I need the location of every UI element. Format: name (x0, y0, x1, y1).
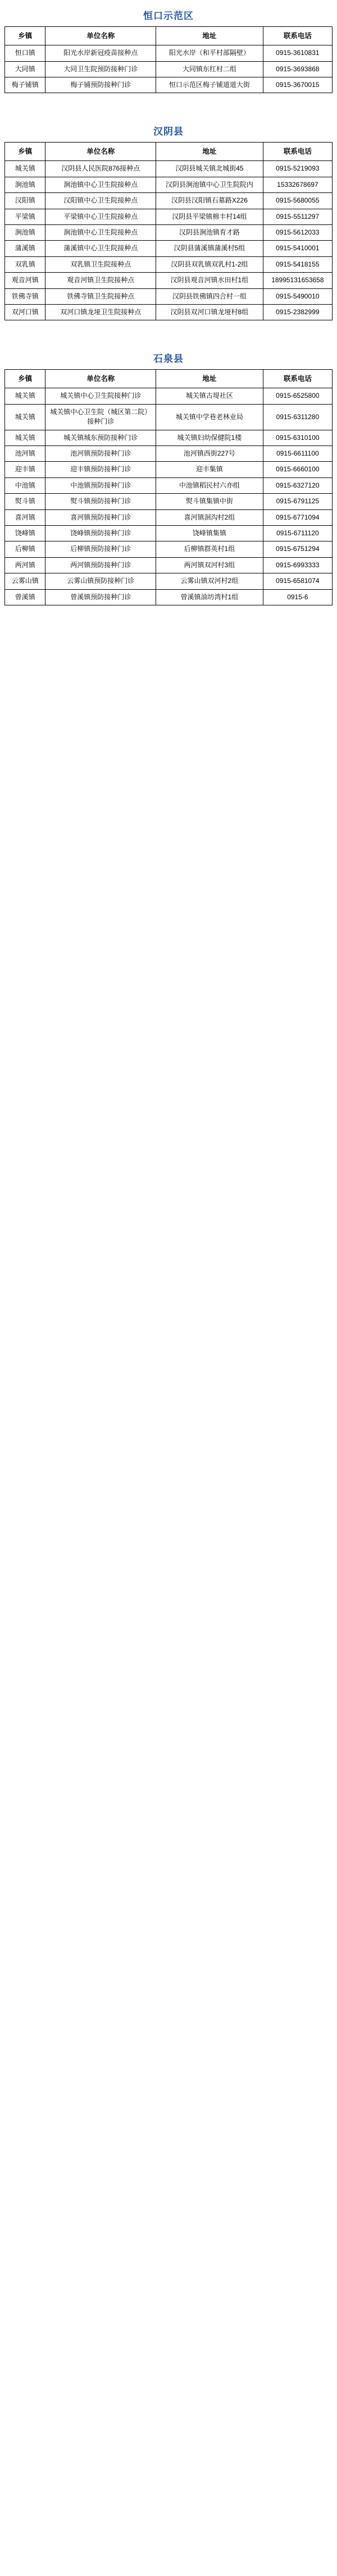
cell-unit: 平梁镇中心卫生院接种点 (45, 209, 156, 224)
cell-phone: 18995131653658 (263, 273, 332, 288)
table-row (5, 404, 333, 430)
table-row (5, 430, 333, 446)
cell-town: 平梁镇 (5, 209, 45, 224)
cell-town: 后柳镇 (5, 541, 45, 557)
vaccination-site-document (0, 0, 337, 605)
cell-town: 城关镇 (5, 430, 45, 446)
cell-phone: 0915-6771094 (263, 509, 332, 525)
cell-address: 阳光水岸（和平村部隔壁） (156, 45, 263, 61)
cell-unit: 迎丰镇预防接种门诊 (45, 462, 156, 477)
column-header-town: 乡镇 (5, 370, 45, 388)
section-spacer (0, 335, 337, 345)
cell-phone: 0915-5511297 (263, 209, 332, 224)
cell-address: 汉阴县观音河镇水田村1组 (156, 273, 263, 288)
section-spacer (0, 108, 337, 118)
cell-address: 汉阴县汉阳镇石墓路X226 (156, 193, 263, 209)
cell-address: 熨斗镇集镇中街 (156, 494, 263, 509)
cell-town: 池河镇 (5, 446, 45, 462)
cell-address: 汉阴县双乳镇双乳村1-2组 (156, 256, 263, 272)
table-row (5, 177, 333, 192)
cell-address: 城关镇古堤社区 (156, 388, 263, 404)
cell-phone: 0915-5410001 (263, 241, 332, 256)
cell-town: 喜河镇 (5, 509, 45, 525)
column-header-unit: 单位名称 (45, 370, 156, 388)
table-row (5, 273, 333, 288)
cell-unit: 汉阳镇中心卫生院接种点 (45, 193, 156, 209)
cell-unit: 双河口镇龙垭卫生院接种点 (45, 304, 156, 320)
cell-address: 汉阴县涧池镇育才路 (156, 224, 263, 240)
cell-phone: 0915-6 (263, 589, 332, 605)
column-header-phone: 联系电话 (263, 27, 332, 45)
cell-unit: 云雾山镇预防接种门诊 (45, 573, 156, 589)
cell-town: 城关镇 (5, 404, 45, 430)
cell-unit: 中池镇预防接种门诊 (45, 477, 156, 493)
table-row (5, 193, 333, 209)
column-header-town: 乡镇 (5, 143, 45, 161)
cell-phone: 0915-6660100 (263, 462, 332, 477)
cell-unit: 池河镇预防接种门诊 (45, 446, 156, 462)
table-row (5, 77, 333, 93)
cell-address: 两河镇双河村3组 (156, 557, 263, 573)
cell-town: 恒口镇 (5, 45, 45, 61)
cell-unit: 城关镇中心卫生院接种门诊 (45, 388, 156, 404)
cell-address: 汉阴县双河口镇龙垭村8组 (156, 304, 263, 320)
cell-address: 后柳镇群英村1组 (156, 541, 263, 557)
table-header-row (5, 370, 333, 388)
cell-address: 汉阴县平梁镇棉丰村14组 (156, 209, 263, 224)
cell-phone: 0915-5219093 (263, 161, 332, 177)
cell-town: 汉阳镇 (5, 193, 45, 209)
cell-phone: 0915-6327120 (263, 477, 332, 493)
section-hanyin (0, 118, 337, 320)
cell-address: 中池镇稻民村六亦组 (156, 477, 263, 493)
section-hengkou (0, 2, 337, 93)
section-title-shiquan: 石泉县 (153, 353, 184, 365)
cell-town: 铁佛寺镇 (5, 288, 45, 304)
table-row (5, 61, 333, 77)
column-header-unit: 单位名称 (45, 27, 156, 45)
cell-unit: 双乳镇卫生院接种点 (45, 256, 156, 272)
section-title-hengkou: 恒口示范区 (143, 11, 194, 21)
cell-town: 梅子铺镇 (5, 77, 45, 93)
table-hanyin (4, 142, 333, 320)
cell-phone: 0915-3610831 (263, 45, 332, 61)
cell-address: 汉阴县涧池镇中心卫生院院内 (156, 177, 263, 192)
cell-town: 云雾山镇 (5, 573, 45, 589)
table-row (5, 541, 333, 557)
cell-unit: 铁佛寺镇卫生院接种点 (45, 288, 156, 304)
cell-unit: 汉阴县人民医院876接种点 (45, 161, 156, 177)
column-header-unit: 单位名称 (45, 143, 156, 161)
cell-unit: 两河镇预防接种门诊 (45, 557, 156, 573)
table-header-row (5, 143, 333, 161)
cell-phone: 0915-6581074 (263, 573, 332, 589)
cell-phone: 0915-6711120 (263, 525, 332, 541)
cell-town: 蒲溪镇 (5, 241, 45, 256)
table-row (5, 573, 333, 589)
cell-address: 恒口示范区梅子铺道道大街 (156, 77, 263, 93)
cell-unit: 饶峰镇预防接种门诊 (45, 525, 156, 541)
cell-unit: 大同卫生院预防接种门诊 (45, 61, 156, 77)
cell-unit: 城关镇中心卫生院（城区第二院）接种门诊 (45, 404, 156, 430)
cell-address: 池河镇西街227号 (156, 446, 263, 462)
cell-town: 双乳镇 (5, 256, 45, 272)
cell-phone: 0915-6310100 (263, 430, 332, 446)
table-row (5, 241, 333, 256)
cell-unit: 涧池镇中心卫生院接种点 (45, 224, 156, 240)
table-row (5, 45, 333, 61)
cell-phone: 0915-6311280 (263, 404, 332, 430)
cell-unit: 喜河镇预防接种门诊 (45, 509, 156, 525)
cell-phone: 0915-5612033 (263, 224, 332, 240)
cell-phone: 0915-6993333 (263, 557, 332, 573)
table-shiquan (4, 369, 333, 605)
cell-phone: 0915-2382999 (263, 304, 332, 320)
cell-phone: 0915-3670015 (263, 77, 332, 93)
cell-unit: 阳光水岸新冠疫苗接种点 (45, 45, 156, 61)
cell-unit: 观音河镇卫生院接种点 (45, 273, 156, 288)
table-row (5, 161, 333, 177)
section-shiquan (0, 345, 337, 605)
cell-town: 城关镇 (5, 388, 45, 404)
cell-address: 汉阴县蒲溪镇蒲溪村5组 (156, 241, 263, 256)
cell-unit: 蒲溪镇中心卫生院接种点 (45, 241, 156, 256)
cell-address: 曾溪镇油坊湾村1组 (156, 589, 263, 605)
cell-address: 大同镇东红村二组 (156, 61, 263, 77)
column-header-phone: 联系电话 (263, 370, 332, 388)
cell-unit: 城关镇城东预防接种门诊 (45, 430, 156, 446)
column-header-phone: 联系电话 (263, 143, 332, 161)
cell-phone: 0915-6751294 (263, 541, 332, 557)
column-header-address: 地址 (156, 143, 263, 161)
cell-town: 涧池镇 (5, 224, 45, 240)
cell-address: 迎丰集镇 (156, 462, 263, 477)
cell-town: 曾溪镇 (5, 589, 45, 605)
table-row (5, 209, 333, 224)
table-row (5, 446, 333, 462)
cell-phone: 0915-6791125 (263, 494, 332, 509)
cell-town: 大同镇 (5, 61, 45, 77)
cell-unit: 后柳镇预防接种门诊 (45, 541, 156, 557)
table-row (5, 256, 333, 272)
cell-unit: 涧池镇中心卫生院接种点 (45, 177, 156, 192)
table-hengkou (4, 26, 333, 93)
cell-town: 两河镇 (5, 557, 45, 573)
cell-phone: 0915-5680055 (263, 193, 332, 209)
cell-town: 熨斗镇 (5, 494, 45, 509)
table-row (5, 509, 333, 525)
table-row (5, 462, 333, 477)
cell-phone: 0915-6611100 (263, 446, 332, 462)
table-row (5, 525, 333, 541)
cell-address: 城关镇中学巷老林业局 (156, 404, 263, 430)
table-row (5, 388, 333, 404)
table-row (5, 589, 333, 605)
table-row (5, 224, 333, 240)
cell-town: 涧池镇 (5, 177, 45, 192)
cell-town: 迎丰镇 (5, 462, 45, 477)
table-row (5, 304, 333, 320)
cell-phone: 0915-5490010 (263, 288, 332, 304)
cell-address: 汉阴县城关镇北城街45 (156, 161, 263, 177)
cell-phone: 0915-6525800 (263, 388, 332, 404)
column-header-town: 乡镇 (5, 27, 45, 45)
cell-phone: 15332678697 (263, 177, 332, 192)
table-row (5, 557, 333, 573)
cell-address: 城关镇妇幼保健院1楼 (156, 430, 263, 446)
cell-unit: 梅子铺预防接种门诊 (45, 77, 156, 93)
cell-address: 喜河镇洄沟村2组 (156, 509, 263, 525)
cell-town: 中池镇 (5, 477, 45, 493)
cell-phone: 0915-3693868 (263, 61, 332, 77)
column-header-address: 地址 (156, 27, 263, 45)
cell-unit: 熨斗镇预防接种门诊 (45, 494, 156, 509)
cell-town: 城关镇 (5, 161, 45, 177)
cell-address: 汉阴县铁佛镇四合村一组 (156, 288, 263, 304)
table-row (5, 477, 333, 493)
cell-town: 双河口镇 (5, 304, 45, 320)
table-header-row (5, 27, 333, 45)
section-title-hanyin: 汉阴县 (153, 126, 184, 137)
table-row (5, 288, 333, 304)
cell-unit: 曾溪镇预防接种门诊 (45, 589, 156, 605)
cell-address: 云雾山镇双河村2组 (156, 573, 263, 589)
table-row (5, 494, 333, 509)
column-header-address: 地址 (156, 370, 263, 388)
cell-town: 饶峰镇 (5, 525, 45, 541)
cell-phone: 0915-5418155 (263, 256, 332, 272)
cell-town: 观音河镇 (5, 273, 45, 288)
cell-address: 饶峰镇集镇 (156, 525, 263, 541)
